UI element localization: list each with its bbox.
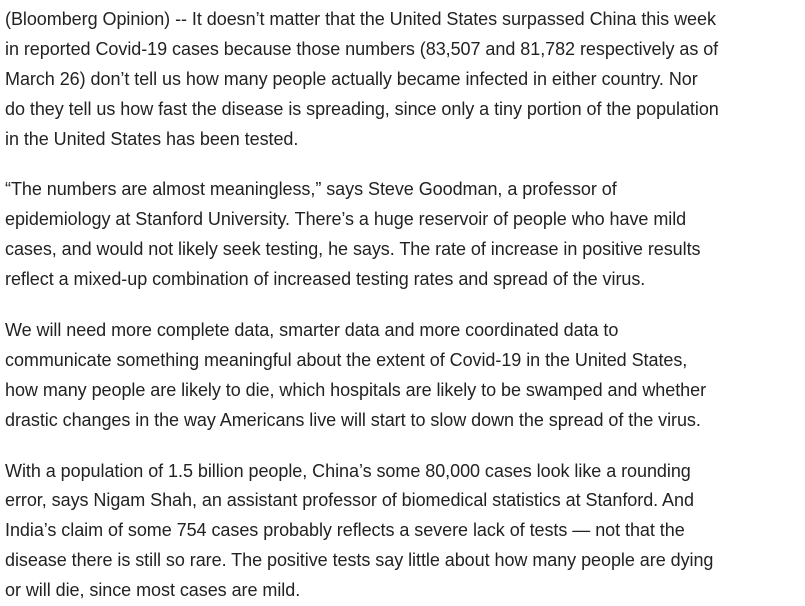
paragraph-3 xyxy=(5,316,801,436)
paragraph-4 xyxy=(5,457,801,606)
text-line: do they tell us how fast the disease is spreading, since only a tiny portion of the population xyxy=(5,98,719,119)
text-line: drastic changes in the way Americans live will start to slow down the spread of the virus. xyxy=(5,409,701,430)
text-line: cases, and would not likely seek testing, he says. The rate of increase in positive results xyxy=(5,239,701,260)
text-line: India’s claim of some 754 cases probably reflects a severe lack of tests — not that the xyxy=(5,520,685,541)
text-line: in reported Covid-19 cases because those numbers (83,507 and 81,782 respectively as of xyxy=(5,38,719,59)
text-line: March 26) don’t tell us how many people actually became infected in either country. Nor xyxy=(5,68,698,89)
text-line: With a population of 1.5 billion people, China’s some 80,000 cases look like a rounding xyxy=(5,460,691,481)
text-line: communicate something meaningful about the extent of Covid-19 in the United States, xyxy=(5,349,688,370)
text-line: disease there is still so rare. The positive tests say little about how many people are dying xyxy=(5,550,714,571)
text-line: epidemiology at Stanford University. There’s a huge reservoir of people who have mild xyxy=(5,209,687,230)
text-line: in the United States has been tested. xyxy=(5,128,299,149)
text-line: error, says Nigam Shah, an assistant professor of biomedical statistics at Stanford. And xyxy=(5,490,694,511)
text-line: how many people are likely to die, which hospitals are likely to be swamped and whether xyxy=(5,379,707,400)
text-line: reflect a mixed-up combination of increased testing rates and spread of the virus. xyxy=(5,269,646,290)
text-line: “The numbers are almost meaningless,” says Steve Goodman, a professor of xyxy=(5,179,617,200)
text-line: or will die, since most cases are mild. xyxy=(5,580,301,601)
paragraph-1 xyxy=(5,5,801,154)
text-line: We will need more complete data, smarter data and more coordinated data to xyxy=(5,320,619,341)
article-body xyxy=(5,5,801,606)
paragraph-2 xyxy=(5,175,801,295)
text-line: (Bloomberg Opinion) -- It doesn’t matter that the United States surpassed China this week xyxy=(5,9,716,29)
